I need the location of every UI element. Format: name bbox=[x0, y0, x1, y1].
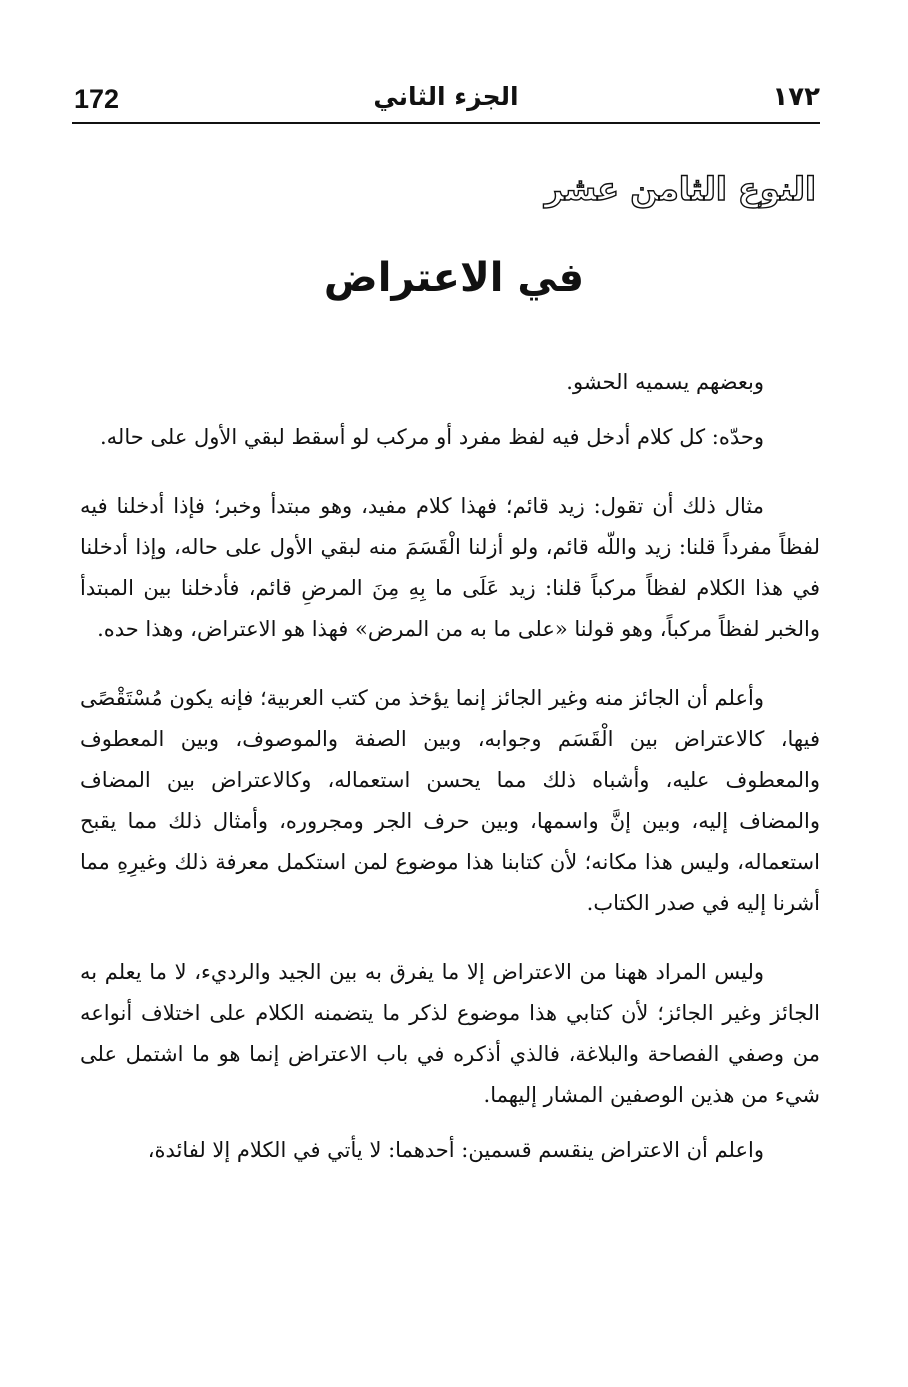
volume-title: الجزء الثاني bbox=[373, 82, 519, 111]
page-number-latin: 172 bbox=[74, 84, 120, 114]
chapter-title: في الاعتراض bbox=[323, 255, 585, 301]
paragraph: مثال ذلك أن تقول: زيد قائم؛ فهذا كلام مفيد، وهو مبتدأ وخبر؛ فإذا أدخلنا فيه لفظاً مفرداً قلنا: زيد واللّه قائم، ولو أزلنا الْقَسَمَ منه لبقي الأول على حاله، وإذا أدخلنا في هذا الكلام لفظاً مركباً قلنا: زيد عَلَى ما بِهِ مِنَ المرضِ قائم، فأدخلنا بين المبتدأ والخبر لفظاً مركباً، وهو قولنا «على ما به من المرض» فهذا هو الاعتراض، وهذا حده. bbox=[80, 494, 820, 641]
paragraph: وحدّه: كل كلام أدخل فيه لفظ مفرد أو مركب لو أسقط لبقي الأول على حاله. bbox=[99, 425, 764, 449]
body-text bbox=[80, 362, 820, 1171]
paragraph: وبعضهم يسميه الحشو. bbox=[566, 370, 764, 394]
chapter-label: النوع الثامن عشر bbox=[544, 170, 816, 208]
paragraph: واعلم أن الاعتراض ينقسم قسمين: أحدهما: لا يأتي في الكلام إلا لفائدة، bbox=[147, 1138, 764, 1162]
page-number-arabic: ١٧٢ bbox=[772, 82, 820, 112]
running-header bbox=[72, 78, 820, 124]
paragraph: وليس المراد ههنا من الاعتراض إلا ما يفرق به بين الجيد والرديء، لا ما يعلم به الجائز وغير الجائز؛ لأن كتابي هذا موضوع لذكر ما يتضمنه الكلام على اختلاف أنواعه من وصفي الفصاحة والبلاغة، فالذي أذكره في باب الاعتراض إنما هو ما اشتمل على شيء من هذين الوصفين المشار إليهما. bbox=[80, 960, 820, 1107]
paragraph: وأعلم أن الجائز منه وغير الجائز إنما يؤخذ من كتب العربية؛ فإنه يكون مُسْتَقْصًى فيها، كالاعتراض بين الْقَسَم وجوابه، وبين الصفة والموصوف، وبين المعطوف والمعطوف عليه، وأشباه ذلك مما يحسن استعماله، وكالاعتراض بين المضاف والمضاف إليه، وبين إنَّ واسمها، وبين حرف الجر ومجروره، وأمثال ذلك مما يقبح استعماله، وليس هذا مكانه؛ لأن كتابنا هذا موضوع لمن استكمل معرفة ذلك وغيرِهِ مما أشرنا إليه في صدر الكتاب. bbox=[80, 686, 820, 915]
